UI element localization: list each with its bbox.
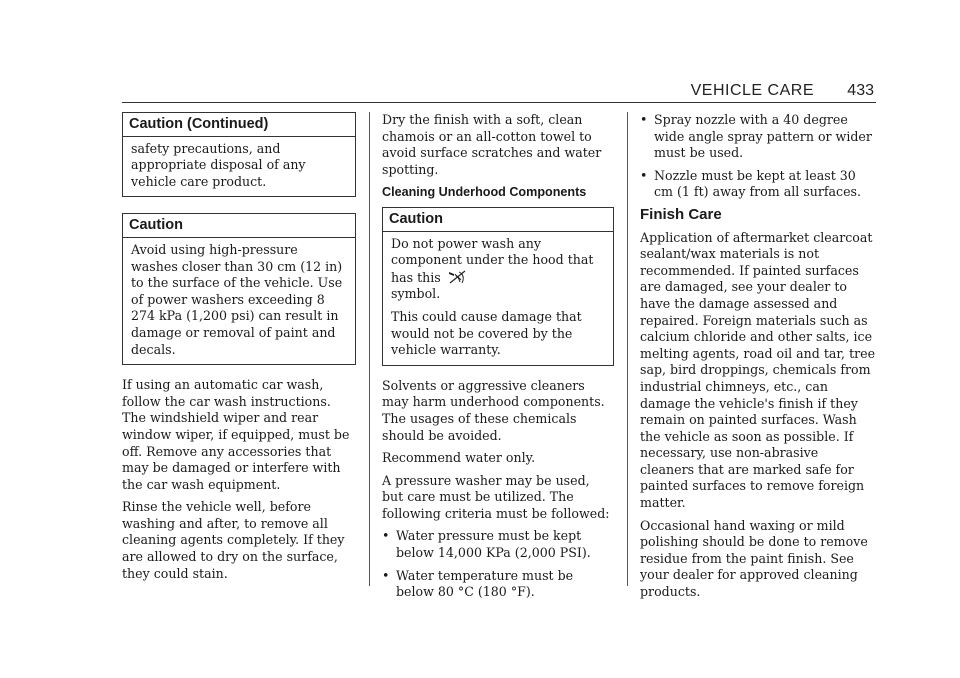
caution-box-pressure-wash xyxy=(122,213,356,365)
caution-text xyxy=(391,236,605,303)
no-power-wash-symbol-icon xyxy=(447,269,467,285)
caution-text: safety precautions, and appropriate disposal of any vehicle care product. xyxy=(131,140,306,189)
list-item: • Spray nozzle with a 40 degree wide angle spray pattern or wider must be used. xyxy=(640,112,872,161)
caution-text-before: Do not power wash any component under the hood that has this xyxy=(391,235,594,285)
paragraph-pressure-washer: A pressure washer may be used, but care must be utilized. The following criteria must be followed: xyxy=(382,472,610,521)
caution-title: Caution xyxy=(123,214,355,238)
paragraph-waxing: Occasional hand waxing or mild polishing should be done to remove residue from the paint finish. See your dealer for approved cleaning products. xyxy=(640,517,868,600)
bullet-icon: • xyxy=(640,167,648,183)
paragraph-water-only: Recommend water only. xyxy=(382,450,536,466)
criteria-list-continued xyxy=(640,112,876,201)
caution-title: Caution xyxy=(383,208,613,232)
paragraph-dry-finish: Dry the finish with a soft, clean chamois or an all-cotton towel to avoid surface scratches and water spotting. xyxy=(382,112,602,177)
column-divider xyxy=(369,112,370,586)
bullet-icon: • xyxy=(640,112,648,127)
list-item: • Nozzle must be kept at least 30 cm (1 ft) away from all surfaces. xyxy=(640,167,861,200)
column-left xyxy=(122,112,356,588)
page-number: 433 xyxy=(847,82,874,99)
bullet-icon: • xyxy=(382,528,390,544)
caution-text-warranty: This could cause damage that would not be covered by the vehicle warranty. xyxy=(391,308,582,358)
column-right xyxy=(640,112,876,607)
caution-box-underhood xyxy=(382,207,614,366)
caution-box-continued xyxy=(122,112,356,197)
list-item: • Water temperature must be below 80 °C (180 °F). xyxy=(382,567,574,600)
caution-text-after: symbol. xyxy=(391,286,441,302)
paragraph-car-wash: If using an automatic car wash, follow the car wash instructions. The windshield wiper and rear window wiper, if equipped, must be off. Remove any accessories that may be damaged or interfere with the car wash equipment. xyxy=(122,377,350,492)
paragraph-solvents: Solvents or aggressive cleaners may harm underhood components. The usages of these chemicals should be avoided. xyxy=(382,377,605,443)
column-divider xyxy=(627,112,628,586)
section-heading-finish-care: Finish Care xyxy=(640,205,722,223)
column-middle xyxy=(382,112,614,607)
criteria-list xyxy=(382,528,614,600)
caution-title: Caution (Continued) xyxy=(123,113,355,137)
list-item: • Water pressure must be kept below 14,000 KPa (2,000 PSI). xyxy=(382,528,591,561)
subheading-underhood: Cleaning Underhood Components xyxy=(382,185,587,200)
paragraph-finish-care: Application of aftermarket clearcoat sealant/wax materials is not recommended. If painted surfaces are damaged, see your dealer to have the damage assessed and repaired. Foreign materials such as calcium chloride and other salts, ice melting agents, road oil and tar, tree sap, bird droppings, chemicals from industrial chimneys, etc., can damage the vehicle's finish if they remain on painted surfaces. Wash the vehicle as soon as possible. If necessary, use non-abrasive cleaners that are marked safe for painted surfaces to remove foreign matter. xyxy=(640,229,876,511)
page-header xyxy=(122,82,876,103)
bullet-icon: • xyxy=(382,567,390,583)
caution-text: Avoid using high-pressure washes closer than 30 cm (12 in) to the surface of the vehicle. Use of power washers exceeding 8 274 kPa (1,200 psi) can result in damage or removal of paint and decals. xyxy=(131,241,343,357)
paragraph-rinse: Rinse the vehicle well, before washing and after, to remove all cleaning agents completely. If they are allowed to dry on the surface, they could stain. xyxy=(122,499,345,581)
section-title: VEHICLE CARE xyxy=(690,82,814,99)
